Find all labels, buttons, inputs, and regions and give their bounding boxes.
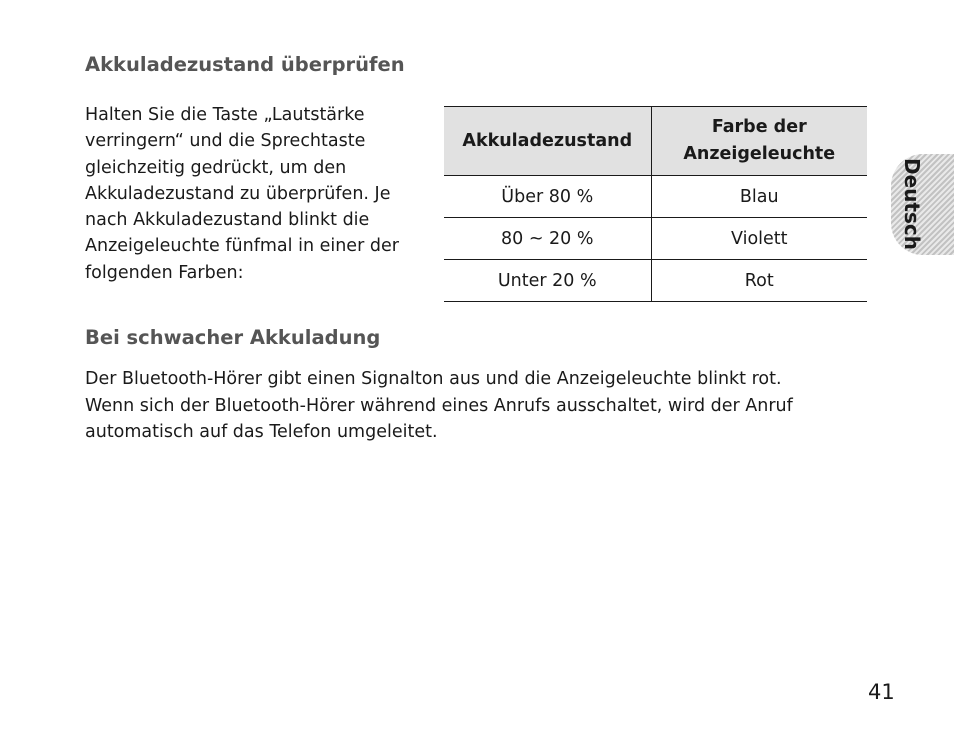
cell-battery-level: 80 ~ 20 % — [444, 218, 651, 260]
cell-indicator-color: Blau — [651, 176, 867, 218]
battery-status-table — [444, 106, 867, 302]
cell-indicator-color: Violett — [651, 218, 867, 260]
table-row — [444, 176, 867, 218]
page-number: 41 — [868, 680, 895, 704]
intro-line: verringern“ und die Sprechtaste — [85, 131, 366, 152]
intro-paragraph — [85, 102, 425, 286]
paragraph-line: automatisch auf das Telefon umgeleitet. — [85, 422, 438, 442]
paragraph-line: Wenn sich der Bluetooth-Hörer während eines Anrufs ausschaltet, wird der Anruf — [85, 395, 793, 416]
section-heading-battery-check: Akkuladezustand überprüfen — [85, 53, 405, 76]
header-battery-level: Akkuladezustand — [444, 107, 651, 176]
language-tab-label: Deutsch — [900, 158, 924, 250]
table-row — [444, 218, 867, 260]
cell-battery-level: Über 80 % — [444, 176, 651, 218]
intro-line: gleichzeitig gedrückt, um den — [85, 157, 347, 178]
low-battery-paragraph — [85, 366, 885, 446]
table-header-row — [444, 107, 867, 176]
intro-line: Halten Sie die Taste „Lautstärke — [85, 105, 365, 125]
intro-line: nach Akkuladezustand blinkt die — [85, 210, 370, 231]
paragraph-line: Der Bluetooth-Hörer gibt einen Signalton aus und die Anzeigeleuchte blinkt rot. — [85, 369, 782, 389]
intro-line: folgenden Farben: — [85, 262, 244, 283]
header-indicator-color: Farbe der Anzeigeleuchte — [651, 107, 867, 176]
intro-line: Anzeigeleuchte fünfmal in einer der — [85, 236, 399, 257]
cell-battery-level: Unter 20 % — [444, 260, 651, 302]
intro-line: Akkuladezustand zu überprüfen. Je — [85, 183, 391, 204]
section-heading-low-battery: Bei schwacher Akkuladung — [85, 326, 381, 349]
table-row — [444, 260, 867, 302]
cell-indicator-color: Rot — [651, 260, 867, 302]
